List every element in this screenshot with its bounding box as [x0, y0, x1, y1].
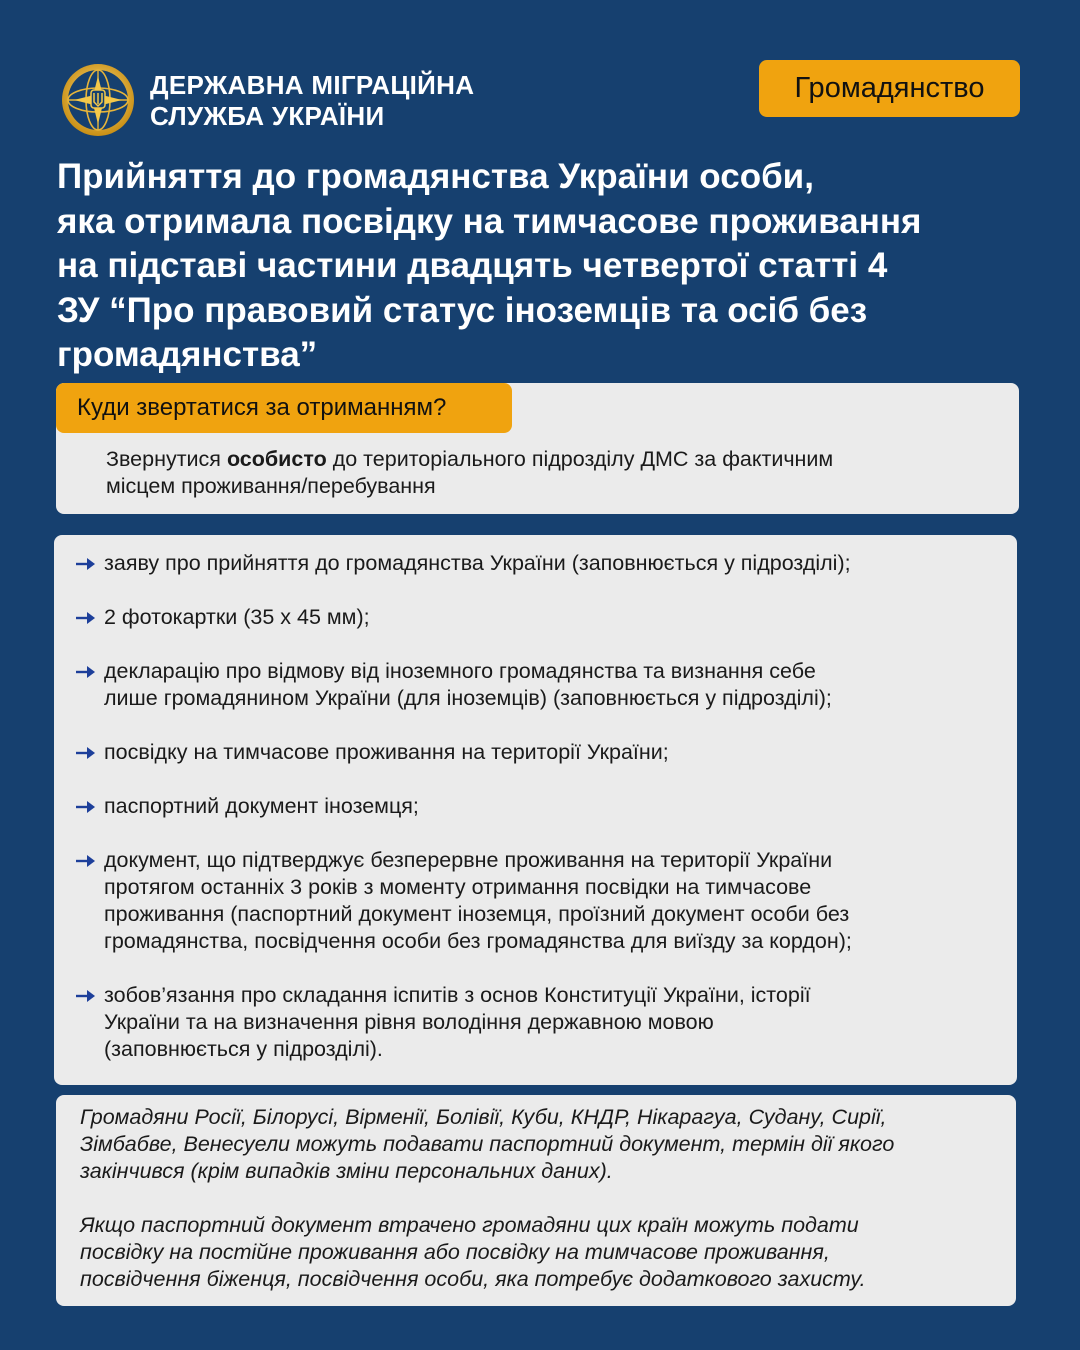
- document-text: [104, 739, 669, 766]
- document-text: [104, 658, 832, 712]
- document-list-item: [75, 847, 995, 955]
- title-line: яка отримала посвідку на тимчасове проживання: [57, 201, 922, 241]
- note-paragraph: [80, 1104, 1005, 1185]
- organization-name-line1: ДЕРЖАВНА МІГРАЦІЙНА: [150, 70, 475, 100]
- category-badge: Громадянство: [759, 60, 1020, 117]
- document-text-line: проживання (паспортний документ іноземця, проїзний документ особи без: [104, 902, 850, 926]
- document-text-line: України та на визначення рівня володіння державною мовою: [104, 1010, 714, 1034]
- arrow-right-icon: [75, 847, 104, 874]
- document-text-line: громадянства, посвідчення особи без громадянства для виїзду за кордон);: [104, 929, 852, 953]
- note-paragraph: [80, 1212, 1005, 1293]
- title-line: ЗУ “Про правовий статус іноземців та осіб без: [57, 290, 868, 330]
- arrow-right-icon: [75, 793, 104, 820]
- note-line: Зімбабве, Венесуели можуть подавати паспортний документ, термін дії якого: [80, 1132, 895, 1156]
- arrow-right-icon: [75, 604, 104, 631]
- document-text: [104, 982, 811, 1063]
- title-line: Прийняття до громадянства України особи,: [57, 157, 814, 196]
- where-to-apply-answer: [106, 446, 986, 500]
- document-text-line: зобов’язання про складання іспитів з основ Конституції України, історії: [104, 983, 811, 1007]
- answer-text: Звернутися: [106, 447, 227, 471]
- document-list-item: [75, 739, 995, 766]
- document-text-line: декларацію про відмову від іноземного громадянства та визнання себе: [104, 659, 816, 683]
- note-line: Громадяни Росії, Білорусі, Вірменії, Болівії, Куби, КНДР, Нікарагуа, Судану, Сирії,: [80, 1105, 887, 1129]
- document-list-item: [75, 658, 995, 712]
- document-text: [104, 550, 851, 577]
- document-text: [104, 604, 370, 631]
- document-text-line: лише громадянином України (для іноземців) (заповнюється у підрозділі);: [104, 686, 832, 710]
- arrow-right-icon: [75, 658, 104, 685]
- organization-name: [150, 70, 474, 132]
- document-list-item: [75, 793, 995, 820]
- documents-list: [75, 550, 995, 1090]
- document-text-line: паспортний документ іноземця;: [104, 794, 419, 818]
- document-text-line: посвідку на тимчасове проживання на території України;: [104, 740, 669, 764]
- note-line: Якщо паспортний документ втрачено громадяни цих країн можуть подати: [80, 1213, 859, 1237]
- organization-name-line2: СЛУЖБА УКРАЇНИ: [150, 101, 385, 131]
- note-line: посвідку на постійне проживання або посвідку на тимчасове проживання,: [80, 1240, 830, 1264]
- document-text-line: (заповнюється у підрозділі).: [104, 1037, 383, 1061]
- answer-text: місцем проживання/перебування: [106, 474, 436, 498]
- document-text-line: протягом останніх 3 років з моменту отримання посвідки на тимчасове: [104, 875, 812, 899]
- title-line: на підставі частини двадцять четвертої статті 4: [57, 246, 888, 285]
- arrow-right-icon: [75, 982, 104, 1009]
- document-text-line: заяву про прийняття до громадянства України (заповнюється у підрозділі);: [104, 551, 851, 575]
- document-list-item: [75, 982, 995, 1063]
- title-line: громадянства”: [57, 335, 318, 374]
- migration-service-emblem-icon: [60, 62, 136, 138]
- note-line: закінчився (крім випадків зміни персональних даних).: [80, 1159, 613, 1183]
- document-text-line: 2 фотокартки (35 х 45 мм);: [104, 605, 370, 629]
- arrow-right-icon: [75, 739, 104, 766]
- answer-text: до територіального підрозділу ДМС за фактичним: [326, 447, 834, 471]
- document-text: [104, 793, 419, 820]
- document-list-item: [75, 550, 995, 577]
- page-title: [57, 155, 1047, 378]
- where-to-apply-heading: Куди звертатися за отриманням?: [56, 383, 512, 433]
- answer-emphasis: особисто: [226, 447, 327, 471]
- note-line: посвідчення біженця, посвідчення особи, яка потребує додаткового захисту.: [80, 1267, 866, 1291]
- arrow-right-icon: [75, 550, 104, 577]
- document-text-line: документ, що підтверджує безперервне проживання на території України: [104, 848, 833, 872]
- document-text: [104, 847, 852, 955]
- document-list-item: [75, 604, 995, 631]
